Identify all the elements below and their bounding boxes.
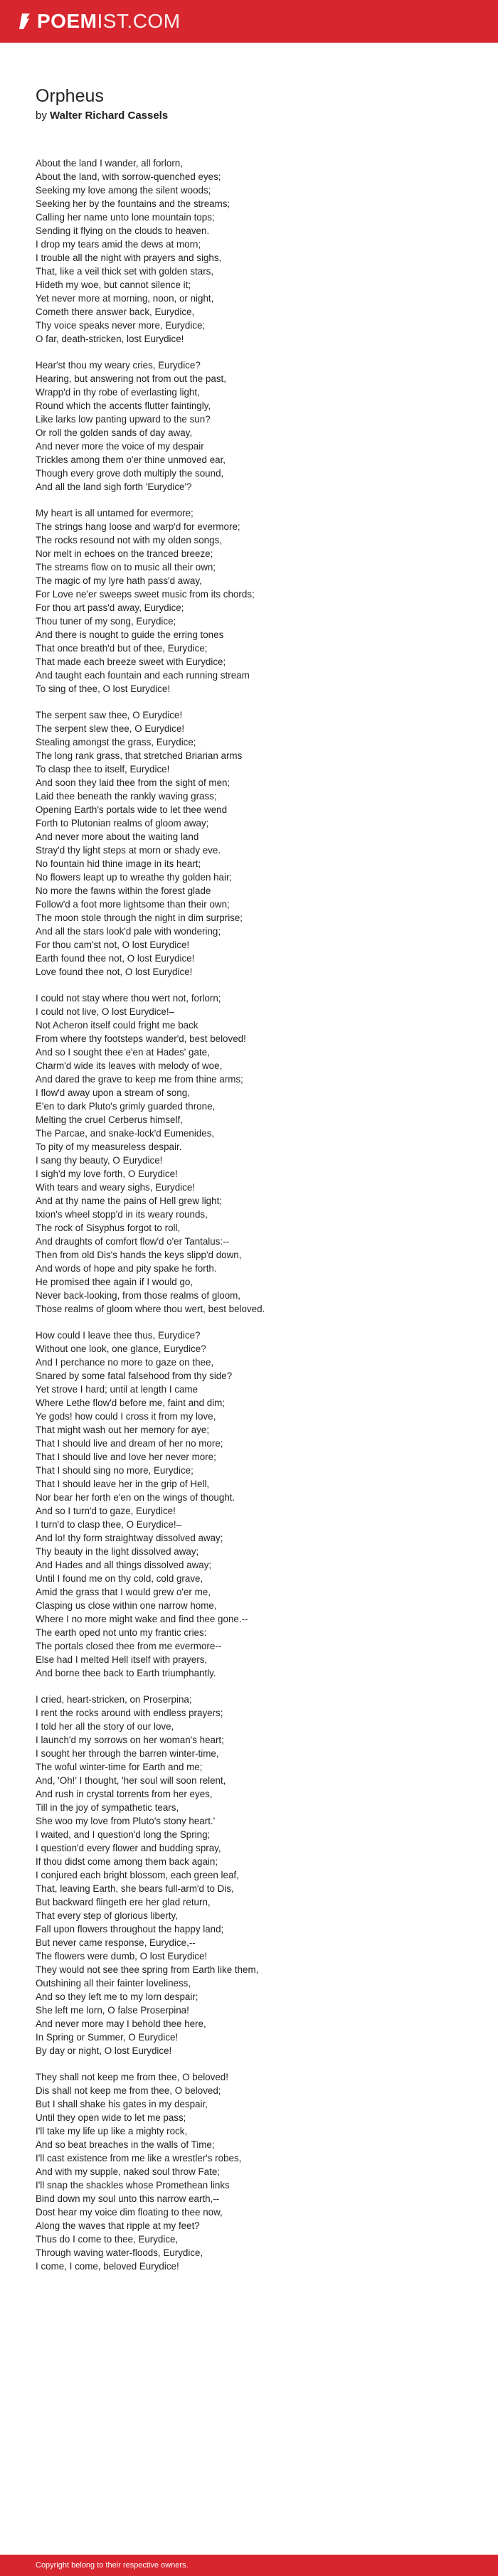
poem-line: Outshining all their fainter loveliness, xyxy=(36,1978,191,1989)
poem-line: I trouble all the night with prayers and sighs, xyxy=(36,252,222,263)
poem-line: The serpent slew thee, O Eurydice! xyxy=(36,723,185,734)
poem-line: Without one look, one glance, Eurydice? xyxy=(36,1343,206,1354)
logo-text-bold: POEM xyxy=(37,10,97,32)
poem-line: And dared the grave to keep me from thine arms; xyxy=(36,1074,243,1085)
poem-line: In Spring or Summer, O Eurydice! xyxy=(36,2032,179,2043)
poem-line: From where thy footsteps wander'd, best beloved! xyxy=(36,1033,246,1044)
poem-line: Those realms of gloom where thou wert, best beloved. xyxy=(36,1304,265,1314)
poem-line: About the land, with sorrow-quenched eyes; xyxy=(36,171,221,182)
poem-line: The strings hang loose and warp'd for evermore; xyxy=(36,521,240,532)
poem-line: How could I leave thee thus, Eurydice? xyxy=(36,1330,201,1341)
poem-line: And rush in crystal torrents from her eyes, xyxy=(36,1789,213,1799)
poem-line: My heart is all untamed for evermore; xyxy=(36,508,194,518)
poem-line: Along the waves that ripple at my feet? xyxy=(36,2220,200,2231)
poem-line: The magic of my lyre hath pass'd away, xyxy=(36,575,202,586)
poem-line: Ye gods! how could I cross it from my love, xyxy=(36,1411,216,1422)
logo-text-light: IST.COM xyxy=(97,10,181,32)
poem-line: Else had I melted Hell itself with prayers, xyxy=(36,1654,208,1665)
poem-stanza xyxy=(36,991,477,1316)
poem-line: Follow'd a foot more lightsome than their own; xyxy=(36,899,230,910)
poem-line: Bind down my soul unto this narrow earth,-- xyxy=(36,2193,220,2204)
poem-line: And all the stars look'd pale with wondering; xyxy=(36,926,221,937)
poem-line: Not Acheron itself could fright me back xyxy=(36,1020,198,1031)
poem-line: E'en to dark Pluto's grimly guarded throne, xyxy=(36,1101,216,1112)
poem-line: I told her all the story of our love, xyxy=(36,1721,174,1732)
poem-line: Cometh there answer back, Eurydice, xyxy=(36,307,195,317)
poem-line: The flowers were dumb, O lost Eurydice! xyxy=(36,1951,208,1962)
poem-line: Through waving water-floods, Eurydice, xyxy=(36,2247,203,2258)
poem-line: Hideth my woe, but cannot silence it; xyxy=(36,280,191,290)
poem-line: But never came response, Eurydice,-- xyxy=(36,1937,196,1948)
poem-line: To pity of my measureless despair. xyxy=(36,1141,182,1152)
poem-line: Nor bear her forth e'en on the wings of thought. xyxy=(36,1492,235,1503)
poem-line: No flowers leapt up to wreathe thy golden hair; xyxy=(36,872,233,883)
poem-line: I come, I come, beloved Eurydice! xyxy=(36,2261,179,2272)
author-link[interactable]: Walter Richard Cassels xyxy=(50,110,169,122)
poem-line: That once breath'd but of thee, Eurydice; xyxy=(36,643,208,654)
poem-line: The earth oped not unto my frantic cries: xyxy=(36,1627,207,1638)
poem-stanza xyxy=(36,708,477,979)
poem-line: I waited, and I question'd long the Spring; xyxy=(36,1829,211,1840)
poem-header xyxy=(36,85,477,122)
poem-line: She woo my love from Pluto's stony heart.' xyxy=(36,1816,216,1826)
poem-line: Then from old Dis's hands the keys slipp'd down, xyxy=(36,1250,242,1260)
poem-line: Until I found me on thy cold, cold grave, xyxy=(36,1573,203,1584)
poem-line: To clasp thee to itself, Eurydice! xyxy=(36,764,170,775)
poem-line: And words of hope and pity spake he forth. xyxy=(36,1263,217,1274)
poem-line: Opening Earth's portals wide to let thee wend xyxy=(36,804,228,815)
poem-line: And at thy name the pains of Hell grew light; xyxy=(36,1196,223,1206)
poem-line: I sang thy beauty, O Eurydice! xyxy=(36,1155,163,1166)
poem-line: And never more about the waiting land xyxy=(36,831,199,842)
poem-line: Seeking her by the fountains and the streams; xyxy=(36,198,231,209)
poem-line: Charm'd wide its leaves with melody of woe, xyxy=(36,1060,223,1071)
poem-line: I turn'd to clasp thee, O Eurydice!– xyxy=(36,1519,182,1530)
poem-stanza xyxy=(36,2070,477,2273)
poem-line: The long rank grass, that stretched Briarian arms xyxy=(36,750,243,761)
poem-line: I'll cast existence from me like a wrestler's robes, xyxy=(36,2153,242,2163)
poem-line: And Hades and all things dissolved away; xyxy=(36,1560,212,1570)
poem-line: The serpent saw thee, O Eurydice! xyxy=(36,710,183,720)
poem-stanza xyxy=(36,156,477,346)
poem-line: And taught each fountain and each running stream xyxy=(36,670,250,681)
poem-stanza xyxy=(36,1329,477,1680)
poem-line: I launch'd my sorrows on her woman's heart; xyxy=(36,1735,224,1745)
poem-line: And there is nought to guide the erring tones xyxy=(36,629,224,640)
poem-line: That I should live and love her never more; xyxy=(36,1452,216,1462)
poem-line: I conjured each bright blossom, each green leaf, xyxy=(36,1870,239,1880)
poem-line: With tears and weary sighs, Eurydice! xyxy=(36,1182,196,1193)
poem-line: I could not live, O lost Eurydice!– xyxy=(36,1006,175,1017)
poem-line: And so they left me to my lorn despair; xyxy=(36,1991,198,2002)
poem-line: Earth found thee not, O lost Eurydice! xyxy=(36,953,195,964)
poem-line: And so I turn'd to gaze, Eurydice! xyxy=(36,1506,176,1516)
poem-line: I'll snap the shackles whose Promethean links xyxy=(36,2180,230,2191)
by-label: by xyxy=(36,110,47,122)
site-logo[interactable] xyxy=(17,9,181,34)
poem-line: I question'd every flower and budding spray, xyxy=(36,1843,221,1853)
poem-line: And borne thee back to Earth triumphantly. xyxy=(36,1668,216,1678)
poem-line: No more the fawns within the forest glade xyxy=(36,885,211,896)
quill-icon xyxy=(17,12,33,31)
poem-line: Where I no more might wake and find thee gone.-- xyxy=(36,1614,248,1624)
poem-line: The Parcae, and snake-lock'd Eumenides, xyxy=(36,1128,215,1139)
poem-line: Hearing, but answering not from out the past, xyxy=(36,373,226,384)
poem-line: Seeking my love among the silent woods; xyxy=(36,185,211,196)
poem-line: And soon they laid thee from the sight of men; xyxy=(36,777,231,788)
site-footer xyxy=(0,2555,498,2576)
poem-line: And with my supple, naked soul throw Fate; xyxy=(36,2166,221,2177)
poem-line: Thy voice speaks never more, Eurydice; xyxy=(36,320,206,331)
poem-line: That made each breeze sweet with Eurydice; xyxy=(36,656,226,667)
poem-line: Snared by some fatal falsehood from thy side? xyxy=(36,1371,233,1381)
poem-line: If thou didst come among them back again; xyxy=(36,1856,218,1867)
poem-line: Laid thee beneath the rankly waving grass; xyxy=(36,791,217,802)
copyright-text: Copyright belong to their respective owners. xyxy=(36,2561,189,2570)
poem-line: Sending it flying on the clouds to heaven. xyxy=(36,225,210,236)
poem-line: And never more may I behold thee here, xyxy=(36,2018,206,2029)
poem-line: The moon stole through the night in dim surprise; xyxy=(36,912,243,923)
poem-line: She left me lorn, O false Proserpina! xyxy=(36,2005,189,2016)
poem-line: That, like a veil thick set with golden stars, xyxy=(36,266,214,277)
poem-line: I drop my tears amid the dews at morn; xyxy=(36,239,201,250)
poem-line: And draughts of comfort flow'd o'er Tantalus:-- xyxy=(36,1236,230,1247)
poem-line: Love found thee not, O lost Eurydice! xyxy=(36,967,193,977)
poem-line: Dis shall not keep me from thee, O beloved; xyxy=(36,2085,221,2096)
poem-line: The portals closed thee from me evermore-- xyxy=(36,1641,222,1651)
poem-line: Never back-looking, from those realms of gloom, xyxy=(36,1290,241,1301)
poem-line: The rocks resound not with my olden songs, xyxy=(36,535,222,545)
poem-line: To sing of thee, O lost Eurydice! xyxy=(36,683,171,694)
poem-line: Till in the joy of sympathetic tears, xyxy=(36,1802,179,1813)
poem-line: Or roll the golden sands of day away, xyxy=(36,427,193,438)
poem-line: And so I sought thee e'en at Hades' gate, xyxy=(36,1047,210,1058)
poem-stanza xyxy=(36,1693,477,2058)
poem-line: Nor melt in echoes on the tranced breeze; xyxy=(36,548,213,559)
poem-line: They would not see thee spring from Earth like them, xyxy=(36,1964,259,1975)
poem-body xyxy=(36,156,477,2286)
poem-line: About the land I wander, all forlorn, xyxy=(36,158,183,169)
poem-line: And so beat breaches in the walls of Time; xyxy=(36,2139,215,2150)
poem-line: No fountain hid thine image in its heart; xyxy=(36,858,201,869)
poem-stanza xyxy=(36,506,477,696)
poem-line: Wrapp'd in thy robe of everlasting light, xyxy=(36,387,200,398)
poem-line: But backward flingeth ere her glad return, xyxy=(36,1897,211,1907)
poem-line: They shall not keep me from thee, O beloved! xyxy=(36,2072,228,2082)
poem-line: Yet strove I hard; until at length I came xyxy=(36,1384,198,1395)
poem-line: Fall upon flowers throughout the happy land; xyxy=(36,1924,224,1934)
poem-line: Clasping us close within one narrow home, xyxy=(36,1600,217,1611)
poem-line: Dost hear my voice dim floating to thee now, xyxy=(36,2207,223,2218)
poem-stanza xyxy=(36,358,477,494)
poem-title: Orpheus xyxy=(36,86,104,106)
poem-line: The rock of Sisyphus forgot to roll, xyxy=(36,1223,181,1233)
byline xyxy=(36,110,477,122)
poem-line: O far, death-stricken, lost Eurydice! xyxy=(36,334,184,344)
poem-line: For Love ne'er sweeps sweet music from its chords; xyxy=(36,589,255,600)
poem-line: By day or night, O lost Eurydice! xyxy=(36,2045,172,2056)
poem-line: Thus do I come to thee, Eurydice, xyxy=(36,2234,179,2245)
site-header xyxy=(0,0,498,43)
poem-line: Hear'st thou my weary cries, Eurydice? xyxy=(36,360,201,371)
poem-line: Like larks low panting upward to the sun? xyxy=(36,414,211,425)
poem-line: I flow'd away upon a stream of song, xyxy=(36,1087,190,1098)
poem-line: That might wash out her memory for aye; xyxy=(36,1425,210,1435)
poem-line: I'll take my life up like a mighty rock, xyxy=(36,2126,188,2136)
poem-line: Stray'd thy light steps at morn or shady eve. xyxy=(36,845,221,856)
poem-line: Thy beauty in the light dissolved away; xyxy=(36,1546,199,1557)
poem-line: Until they open wide to let me pass; xyxy=(36,2112,186,2123)
poem-line: That I should sing no more, Eurydice; xyxy=(36,1465,194,1476)
poem-line: Stealing amongst the grass, Eurydice; xyxy=(36,737,196,747)
poem-line: For thou art pass'd away, Eurydice; xyxy=(36,602,184,613)
poem-line: Melting the cruel Cerberus himself, xyxy=(36,1114,183,1125)
poem-line: Calling her name unto lone mountain tops; xyxy=(36,212,215,223)
poem-line: I sigh'd my love forth, O Eurydice! xyxy=(36,1169,178,1179)
poem-line: Ixion's wheel stopp'd in its weary rounds, xyxy=(36,1209,208,1220)
poem-line: That, leaving Earth, she bears full-arm'd to Dis, xyxy=(36,1883,234,1894)
poem-line: Thou tuner of my song, Eurydice; xyxy=(36,616,176,627)
poem-line: I sought her through the barren winter-time, xyxy=(36,1748,219,1759)
poem-line: And never more the voice of my despair xyxy=(36,441,204,452)
poem-line: Amid the grass that I would grew o'er me, xyxy=(36,1587,211,1597)
poem-line: And all the land sigh forth 'Eurydice'? xyxy=(36,481,192,492)
poem-line: But I shall shake his gates in my despair, xyxy=(36,2099,208,2109)
poem-line: He promised thee again if I would go, xyxy=(36,1277,194,1287)
poem-line: And I perchance no more to gaze on thee, xyxy=(36,1357,214,1368)
poem-line: I could not stay where thou wert not, forlorn; xyxy=(36,993,221,1004)
poem-line: The woful winter-time for Earth and me; xyxy=(36,1762,203,1772)
poem-line: That I should leave her in the grip of Hell, xyxy=(36,1479,210,1489)
poem-line: For thou cam'st not, O lost Eurydice! xyxy=(36,940,190,950)
poem-line: And lo! thy form straightway dissolved away; xyxy=(36,1533,223,1543)
poem-line: And, 'Oh!' I thought, 'her soul will soon relent, xyxy=(36,1775,226,1786)
poem-line: I rent the rocks around with endless prayers; xyxy=(36,1708,223,1718)
poem-line: That every step of glorious liberty, xyxy=(36,1910,178,1921)
poem-line: Yet never more at morning, noon, or night, xyxy=(36,293,214,304)
poem-line: Though every grove doth multiply the sound, xyxy=(36,468,224,479)
poem-line: Round which the accents flutter faintingly, xyxy=(36,400,211,411)
poem-line: The streams flow on to music all their own; xyxy=(36,562,216,573)
poem-line: That I should live and dream of her no more; xyxy=(36,1438,223,1449)
poem-line: Forth to Plutonian realms of gloom away; xyxy=(36,818,209,829)
poem-line: Trickles among them o'er thine unmoved ear, xyxy=(36,454,226,465)
poem-line: I cried, heart-stricken, on Proserpina; xyxy=(36,1694,192,1705)
poem-line: Where Lethe flow'd before me, faint and dim; xyxy=(36,1398,226,1408)
